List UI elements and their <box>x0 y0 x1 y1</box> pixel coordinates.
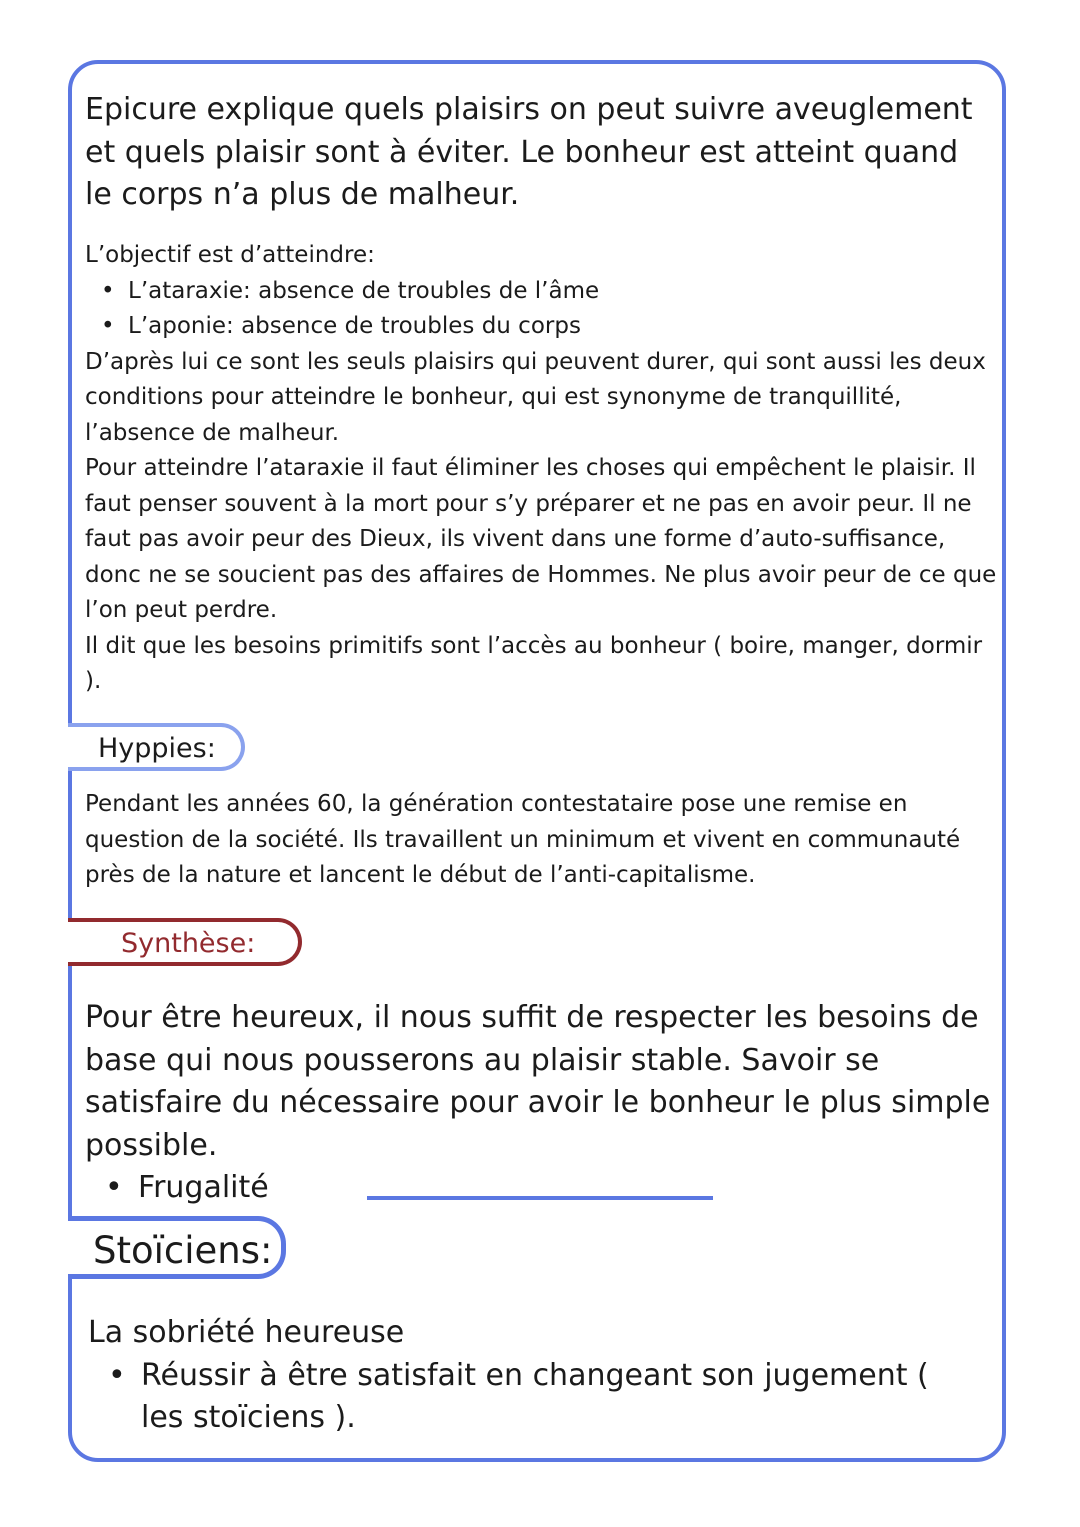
hyppies-text: Pendant les années 60, la génération contestataire pose une remise en question de la société. Ils travaillent un minimum et vivent en communauté près de la nature et lancent le début de l’anti-capitalisme. <box>85 791 961 888</box>
hyppies-heading-tab <box>68 723 245 771</box>
synthese-list <box>85 1167 995 1210</box>
objective-intro: L’objectif est d’atteindre: <box>85 242 375 268</box>
list-item: • L’aponie: absence de troubles du corps <box>85 309 1000 345</box>
synthese-heading: Synthèse: <box>121 928 256 959</box>
epicure-intro: Epicure explique quels plaisirs on peut suivre aveuglement et quels plaisir sont à éviter. Le bonheur est atteint quand le corps n’a plus de malheur. <box>85 92 973 212</box>
synthese-heading-tab <box>68 918 302 966</box>
hyppies-heading: Hyppies: <box>98 733 216 764</box>
list-item: • L’ataraxie: absence de troubles de l’âme <box>85 274 1000 310</box>
paragraph: Pour atteindre l’ataraxie il faut éliminer les choses qui empêchent le plaisir. Il faut penser souvent à la mort pour s’y préparer et ne pas en avoir peur. Il ne faut pas avoir peur des Dieux, ils vivent dans une forme d’auto-suffisance, donc ne se soucient pas des affaires de Hommes. Ne plus avoir peur de ce que l’on peut perdre. <box>85 455 997 623</box>
section-divider <box>367 1196 713 1200</box>
stoiciens-list <box>88 1355 958 1440</box>
stoiciens-heading-tab <box>68 1216 286 1279</box>
stoiciens-subtitle: La sobriété heureuse <box>88 1315 405 1350</box>
paragraph: D’après lui ce sont les seuls plaisirs qui peuvent durer, qui sont aussi les deux conditions pour atteindre le bonheur, qui est synonyme de tranquillité, l’absence de malheur. <box>85 348 986 446</box>
synthese-section <box>85 997 995 1210</box>
objective-list <box>85 274 1000 345</box>
stoiciens-heading: Stoïciens: <box>93 1229 273 1272</box>
epicure-details <box>85 238 1000 700</box>
list-item: • Réussir à être satisfait en changeant son jugement ( les stoïciens ). <box>88 1355 958 1440</box>
synthese-text: Pour être heureux, il nous suffit de respecter les besoins de base qui nous pousserons au plaisir stable. Savoir se satisfaire du nécessaire pour avoir le bonheur le plus simple possible. <box>85 1000 991 1163</box>
stoiciens-section <box>88 1312 958 1440</box>
paragraph: Il dit que les besoins primitifs sont l’accès au bonheur ( boire, manger, dormir ). <box>85 632 983 694</box>
list-item: • Frugalité <box>85 1167 995 1210</box>
